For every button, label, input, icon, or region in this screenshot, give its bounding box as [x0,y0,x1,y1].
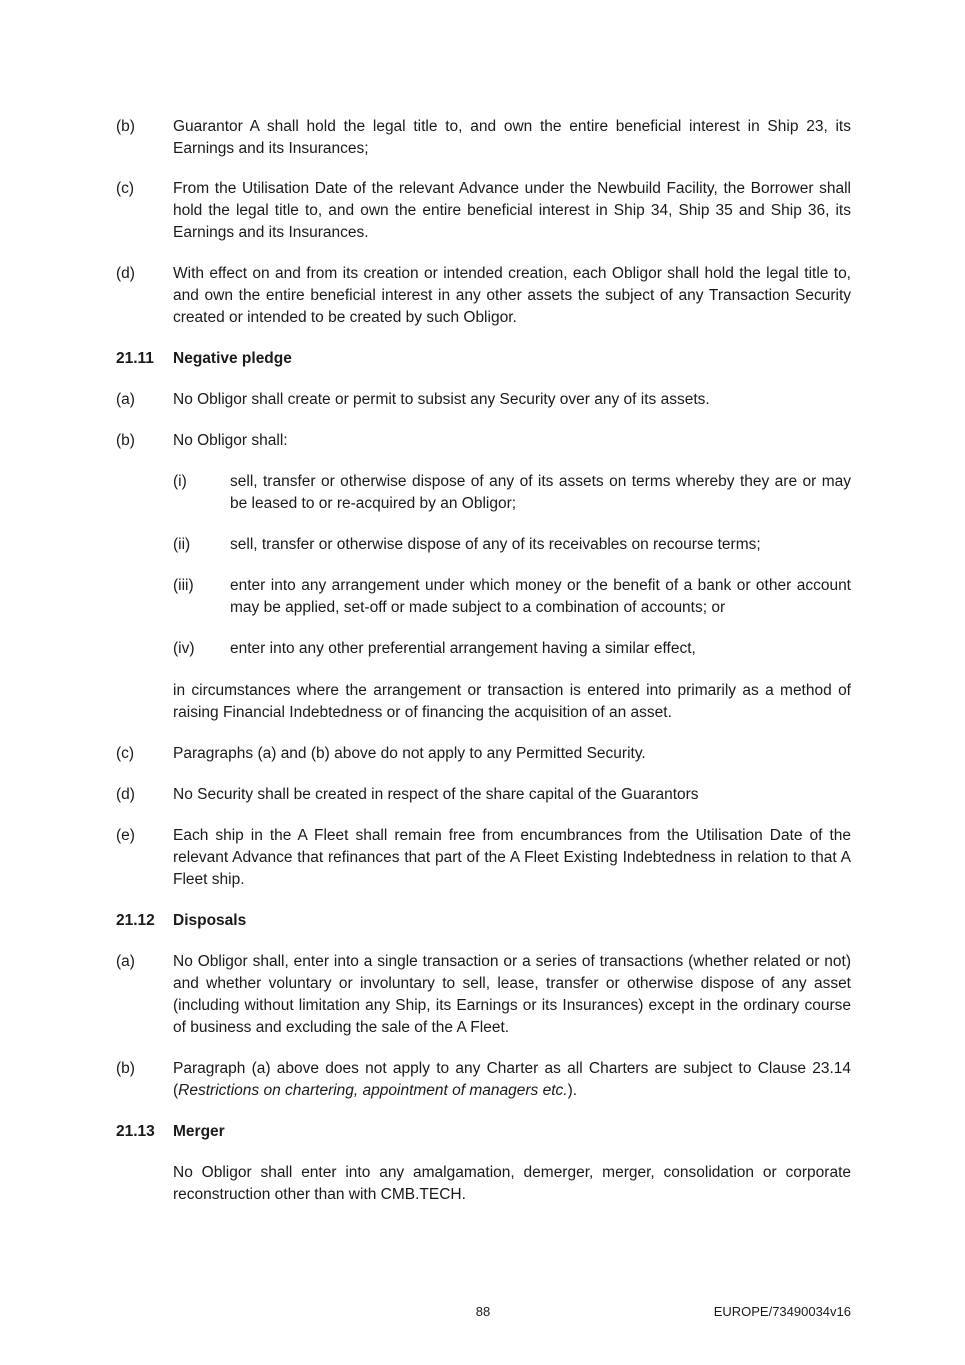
paragraph-text: Paragraphs (a) and (b) above do not apply to any Permitted Security. [173,745,646,762]
paragraph-label: (a) [116,391,135,408]
paragraph-text: No Security shall be created in respect of the share capital of the Guarantors [173,786,699,803]
paragraph-text-after: ). [567,1082,578,1099]
subparagraph-text: sell, transfer or otherwise dispose of any of its assets on terms whereby they are or may be leased to or re-acquired by an Obligor; [230,473,851,512]
section-number: 21.13 [116,1123,155,1140]
paragraph-label: (c) [116,745,135,762]
paragraph-label: (b) [116,118,135,135]
section-title: Disposals [173,912,247,929]
paragraph-text: Guarantor A shall hold the legal title to, and own the entire beneficial interest in Ship 23, its Earnings and its Insurances; [173,118,851,157]
paragraph-text-before: Paragraph (a) above does not apply to any Charter as all Charters are subject to Clause 23.14 ( [173,1060,851,1099]
paragraph-label: (c) [116,180,135,197]
paragraph-label: (d) [116,786,135,803]
subparagraph-label: (ii) [173,536,191,553]
paragraph-text: From the Utilisation Date of the relevant Advance under the Newbuild Facility, the Borrower shall hold the legal title to, and own the entire beneficial interest in Ship 34, Ship 35 and Ship 36, its Earnings and its Insurances. [173,180,851,241]
paragraph-label: (b) [116,432,135,449]
clause-reference-italic: Restrictions on chartering, appointment of managers etc. [178,1082,568,1099]
document-reference: EUROPE/73490034v16 [713,1304,851,1319]
section-number: 21.12 [116,912,155,929]
paragraph-text: No Obligor shall enter into any amalgamation, demerger, merger, consolidation or corporate reconstruction other than with CMB.TECH. [173,1164,851,1203]
subparagraph-text: enter into any arrangement under which money or the benefit of a bank or other account may be applied, set-off or made subject to a combination of accounts; or [230,577,851,616]
subparagraph-label: (i) [173,473,187,490]
subparagraph-label: (iv) [173,640,195,657]
paragraph-label: (d) [116,265,135,282]
subparagraph-text: enter into any other preferential arrangement having a similar effect, [230,640,696,657]
paragraph-text: No Obligor shall create or permit to subsist any Security over any of its assets. [173,391,710,408]
paragraph-label: (a) [116,953,135,970]
paragraph-text: No Obligor shall: [173,432,288,449]
section-title: Merger [173,1123,225,1140]
paragraph-label: (e) [116,827,135,844]
subparagraph-text: sell, transfer or otherwise dispose of any of its receivables on recourse terms; [230,536,761,553]
paragraph-text: in circumstances where the arrangement or transaction is entered into primarily as a method of raising Financial Indebtedness or of financing the acquisition of an asset. [173,682,851,721]
page-number: 88 [475,1304,491,1319]
paragraph-text: With effect on and from its creation or intended creation, each Obligor shall hold the legal title to, and own the entire beneficial interest in any other assets the subject of any Transaction Security created or intended to be created by such Obligor. [173,265,851,326]
paragraph-label: (b) [116,1060,135,1077]
section-title: Negative pledge [173,350,292,367]
paragraph-text: Each ship in the A Fleet shall remain free from encumbrances from the Utilisation Date of the relevant Advance that refinances that part of the A Fleet Existing Indebtedness in relation to that A Fleet ship. [173,827,851,888]
section-number: 21.11 [116,350,154,367]
paragraph-text: No Obligor shall, enter into a single transaction or a series of transactions (whether related or not) and whether voluntary or involuntary to sell, lease, transfer or otherwise dispose of any asset (including without limitation any Ship, its Earnings or its Insurances) except in the ordinary course of business and excluding the sale of the A Fleet. [173,953,851,1036]
subparagraph-label: (iii) [173,577,194,594]
paragraph-text [173,1058,851,1102]
